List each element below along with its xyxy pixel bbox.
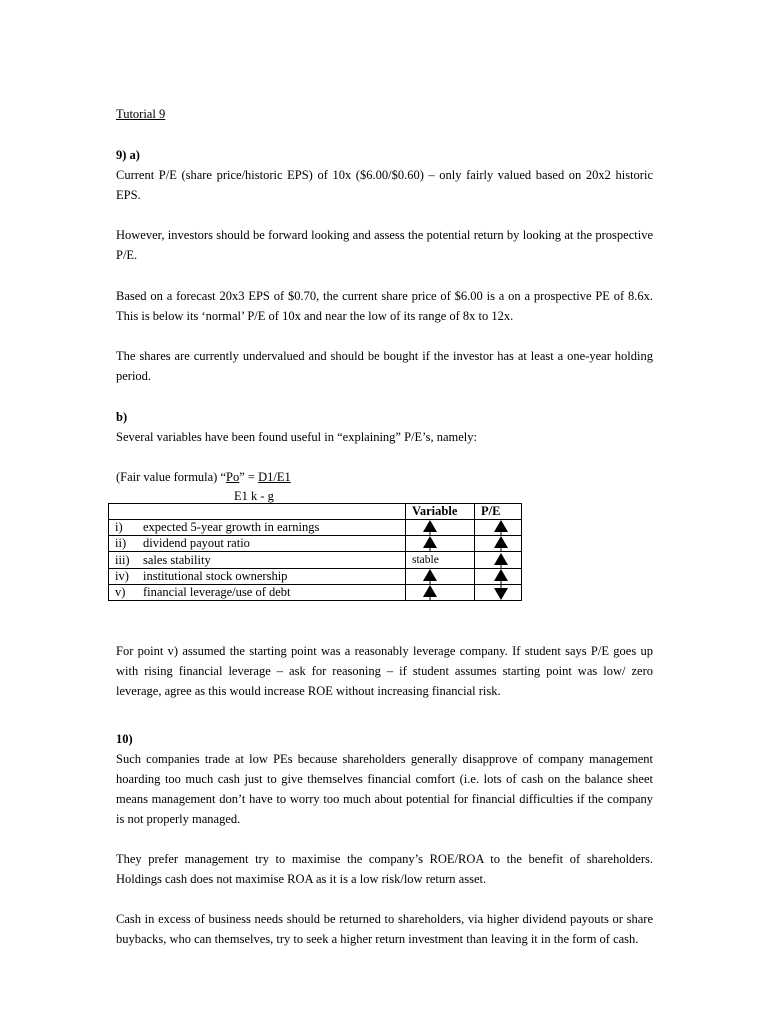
q10-paragraph-1: Such companies trade at low PEs because shareholders generally disapprove of company management hoarding too much cash just to give themselves financial comfort (i.e. lots of cash on the balance sheet means management don’t have to worry too much about potential for financial difficulties if the company is not properly managed. — [116, 752, 653, 826]
formula-mid: ” = — [239, 470, 259, 484]
arrow-up-icon — [493, 520, 509, 535]
row-label: dividend payout ratio — [143, 536, 250, 550]
row-number: iii) — [115, 552, 130, 567]
row-label-cell — [109, 536, 406, 552]
row-variable-cell — [406, 536, 475, 552]
row-number: ii) — [115, 536, 127, 550]
q10-paragraph-2: They prefer management try to maximise the company’s ROE/ROA to the benefit of shareholders. Holdings cash does not maximise ROA as it is a low risk/low return asset. — [116, 852, 653, 886]
q9a-paragraph-3: Based on a forecast 20x3 EPS of $0.70, the current share price of $6.00 is a on a prospective PE of 8.6x. This is below its ‘normal’ P/E of 10x and near the low of its range of 8x to 12x. — [116, 289, 653, 323]
fair-value-formula — [116, 468, 291, 486]
row-number: i) — [115, 520, 123, 534]
q9b-heading: b) — [116, 410, 128, 424]
arrow-up-icon — [493, 536, 509, 551]
formula-po: Po — [226, 470, 240, 484]
q10-paragraph-3: Cash in excess of business needs should be returned to shareholders, via higher dividend payouts or share buybacks, who can themselves, try to seek a higher return investment than leaving it in the form of cash. — [116, 912, 653, 946]
row-pe-cell — [475, 585, 522, 601]
q9a-paragraph-2: However, investors should be forward looking and assess the potential return by looking at the prospective P/E. — [116, 228, 653, 262]
table-row — [109, 552, 522, 569]
table-row — [109, 585, 522, 601]
row-number: iv) — [115, 569, 129, 583]
row-label: expected 5-year growth in earnings — [143, 520, 320, 534]
formula-denominator: E1 k - g — [234, 489, 274, 503]
arrow-up-icon — [493, 553, 509, 568]
table-row — [109, 520, 522, 536]
row-label: institutional stock ownership — [143, 569, 288, 583]
arrow-up-icon — [422, 520, 438, 535]
arrow-up-icon — [422, 569, 438, 584]
arrow-up-icon — [493, 569, 509, 584]
row-variable-cell — [406, 552, 475, 569]
row-pe-cell — [475, 520, 522, 536]
table-row — [109, 536, 522, 552]
pe-variables-table — [108, 503, 522, 601]
arrow-up-icon — [422, 585, 438, 600]
row-label-cell — [109, 585, 406, 601]
row-label: financial leverage/use of debt — [143, 585, 291, 599]
header-blank — [109, 504, 406, 520]
document-title: Tutorial 9 — [116, 107, 166, 121]
q9a-paragraph-4: The shares are currently undervalued and should be bought if the investor has at least a one-year holding period. — [116, 349, 653, 383]
table-row — [109, 569, 522, 585]
q9b-intro: Several variables have been found useful in “explaining” P/E’s, namely: — [116, 430, 477, 444]
arrow-up-icon — [422, 536, 438, 551]
row-variable-cell — [406, 569, 475, 585]
row-pe-cell — [475, 569, 522, 585]
formula-prefix: (Fair value formula) “ — [116, 470, 227, 484]
row-label-cell — [109, 552, 406, 569]
q9a-heading: 9) a) — [116, 148, 140, 162]
variable-text: stable — [412, 554, 439, 566]
formula-d1e1: D1/E1 — [258, 470, 291, 484]
arrow-down-icon — [493, 585, 509, 600]
q10-heading: 10) — [116, 732, 133, 746]
header-variable: Variable — [406, 504, 475, 520]
row-label-cell — [109, 569, 406, 585]
table-header-row — [109, 504, 522, 520]
row-label-cell — [109, 520, 406, 536]
row-number: v) — [115, 585, 126, 599]
q9b-note: For point v) assumed the starting point was a reasonably leverage company. If student says P/E goes up with rising financial leverage – ask for reasoning – if student assumes starting point was low/ zero leverage, agree as this would increase ROE without increasing financial risk. — [116, 644, 653, 698]
row-label: sales stability — [143, 552, 211, 567]
header-pe: P/E — [475, 504, 522, 520]
row-variable-cell — [406, 585, 475, 601]
row-variable-cell — [406, 520, 475, 536]
row-pe-cell — [475, 552, 522, 569]
row-pe-cell — [475, 536, 522, 552]
q9a-paragraph-1: Current P/E (share price/historic EPS) of 10x ($6.00/$0.60) – only fairly valued based on 20x2 historic EPS. — [116, 168, 653, 202]
